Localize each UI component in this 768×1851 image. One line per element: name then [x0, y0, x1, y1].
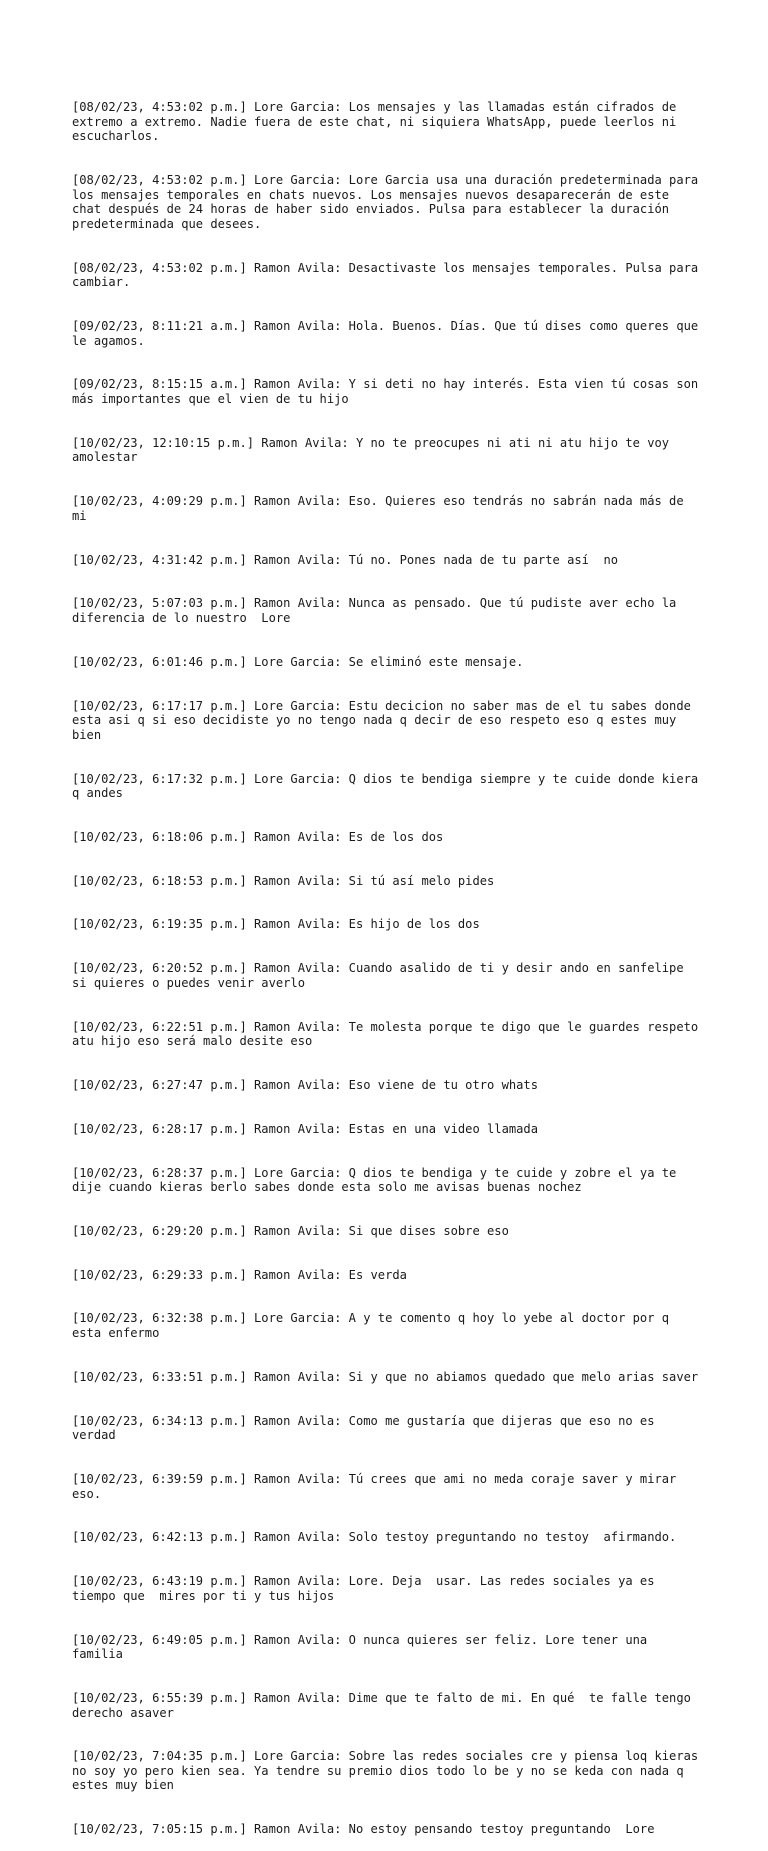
- chat-line: [10/02/23, 6:39:59 p.m.] Ramon Avila: Tú crees que ami no meda coraje saver y mirar eso.: [72, 1472, 684, 1501]
- chat-line: [10/02/23, 5:07:03 p.m.] Ramon Avila: Nunca as pensado. Que tú pudiste aver echo la diferencia de lo nuestro Lore: [72, 596, 684, 625]
- chat-line: [10/02/23, 6:42:13 p.m.] Ramon Avila: Solo testoy preguntando no testoy afirmando.: [72, 1530, 677, 1545]
- chat-line: [10/02/23, 6:28:37 p.m.] Lore Garcia: Q dios te bendiga y te cuide y zobre el ya te dije cuando kieras berlo sabes donde esta solo me avisas buenas nochez: [72, 1165, 684, 1195]
- chat-line: [09/02/23, 8:15:15 a.m.] Ramon Avila: Y si deti no hay interés. Esta vien tú cosas son más importantes que el vien de tu hijo: [72, 377, 706, 407]
- chat-line: [10/02/23, 6:43:19 p.m.] Ramon Avila: Lore. Deja usar. Las redes sociales ya es tiempo que mires por ti y tus hijos: [72, 1574, 662, 1603]
- chat-line: [08/02/23, 4:53:02 p.m.] Ramon Avila: Desactivaste los mensajes temporales. Pulsa para cambiar.: [72, 260, 706, 290]
- chat-line: [10/02/23, 6:17:17 p.m.] Lore Garcia: Estu decicion no saber mas de el tu sabes donde esta asi q si eso decidiste yo no tengo nada q decir de eso respeto eso q estes muy bien: [72, 698, 699, 742]
- chat-line: [10/02/23, 6:34:13 p.m.] Ramon Avila: Como me gustaría que dijeras que eso no es verdad: [72, 1413, 662, 1443]
- chat-line: [10/02/23, 6:55:39 p.m.] Ramon Avila: Dime que te falto de mi. En qué te falle tengo derecho asaver: [72, 1690, 699, 1720]
- chat-line: [10/02/23, 6:19:35 p.m.] Ramon Avila: Es hijo de los dos: [72, 917, 480, 932]
- chat-line: [10/02/23, 6:17:32 p.m.] Lore Garcia: Q dios te bendiga siempre y te cuide donde kiera q andes: [72, 771, 706, 801]
- chat-line: [10/02/23, 7:04:35 p.m.] Lore Garcia: Sobre las redes sociales cre y piensa loq kieras no soy yo pero kien sea. Ya tendre su premio dios todo lo be y no se keda con nada q estes muy bien: [72, 1749, 706, 1793]
- chat-line: [10/02/23, 4:31:42 p.m.] Ramon Avila: Tú no. Pones nada de tu parte así no: [72, 552, 619, 567]
- chat-line: [10/02/23, 6:20:52 p.m.] Ramon Avila: Cuando asalido de ti y desir ando en sanfelipe si quieres o puedes venir averlo: [72, 961, 691, 990]
- chat-line: [10/02/23, 6:29:20 p.m.] Ramon Avila: Si que dises sobre eso: [72, 1223, 509, 1238]
- chat-line: [10/02/23, 12:10:15 p.m.] Ramon Avila: Y no te preocupes ni ati ni atu hijo te voy amolestar: [72, 435, 677, 465]
- chat-line: [10/02/23, 6:22:51 p.m.] Ramon Avila: Te molesta porque te digo que le guardes respeto atu hijo eso será malo desite eso: [72, 1019, 713, 1049]
- chat-line: [10/02/23, 6:33:51 p.m.] Ramon Avila: Si y que no abiamos quedado que melo arias saver: [72, 1369, 699, 1384]
- chat-line: [10/02/23, 6:28:17 p.m.] Ramon Avila: Estas en una video llamada: [72, 1121, 538, 1136]
- chat-transcript: [72, 71, 713, 1851]
- chat-line: [10/02/23, 6:29:33 p.m.] Ramon Avila: Es verda: [72, 1267, 407, 1282]
- chat-line: [08/02/23, 4:53:02 p.m.] Lore Garcia: Los mensajes y las llamadas están cifrados de extremo a extremo. Nadie fuera de este chat, ni siquiera WhatsApp, puede leerlos ni escucharlos.: [72, 100, 684, 144]
- chat-line: [08/02/23, 4:53:02 p.m.] Lore Garcia: Lore Garcia usa una duración predeterminada para los mensajes temporales en chats nuevos. Los mensajes nuevos desaparecerán de este chat después de 24 horas de haber sido enviados. Pulsa para establecer la duración predeterminada que desees.: [72, 173, 706, 231]
- chat-line: [10/02/23, 6:32:38 p.m.] Lore Garcia: A y te comento q hoy lo yebe al doctor por q esta enfermo: [72, 1311, 677, 1341]
- chat-line: [10/02/23, 6:18:53 p.m.] Ramon Avila: Si tú así melo pides: [72, 873, 495, 888]
- chat-line: [10/02/23, 6:01:46 p.m.] Lore Garcia: Se eliminó este mensaje.: [72, 654, 524, 669]
- chat-line: [10/02/23, 6:18:06 p.m.] Ramon Avila: Es de los dos: [72, 829, 444, 844]
- chat-line: [09/02/23, 8:11:21 a.m.] Ramon Avila: Hola. Buenos. Días. Que tú dises como queres que le agamos.: [72, 319, 706, 348]
- chat-line: [10/02/23, 6:49:05 p.m.] Ramon Avila: O nunca quieres ser feliz. Lore tener una familia: [72, 1632, 655, 1662]
- chat-line: [10/02/23, 6:27:47 p.m.] Ramon Avila: Eso viene de tu otro whats: [72, 1077, 538, 1092]
- chat-line: [10/02/23, 7:05:15 p.m.] Ramon Avila: No estoy pensando testoy preguntando Lore: [72, 1822, 655, 1837]
- chat-line: [10/02/23, 4:09:29 p.m.] Ramon Avila: Eso. Quieres eso tendrás no sabrán nada más de mi: [72, 494, 691, 523]
